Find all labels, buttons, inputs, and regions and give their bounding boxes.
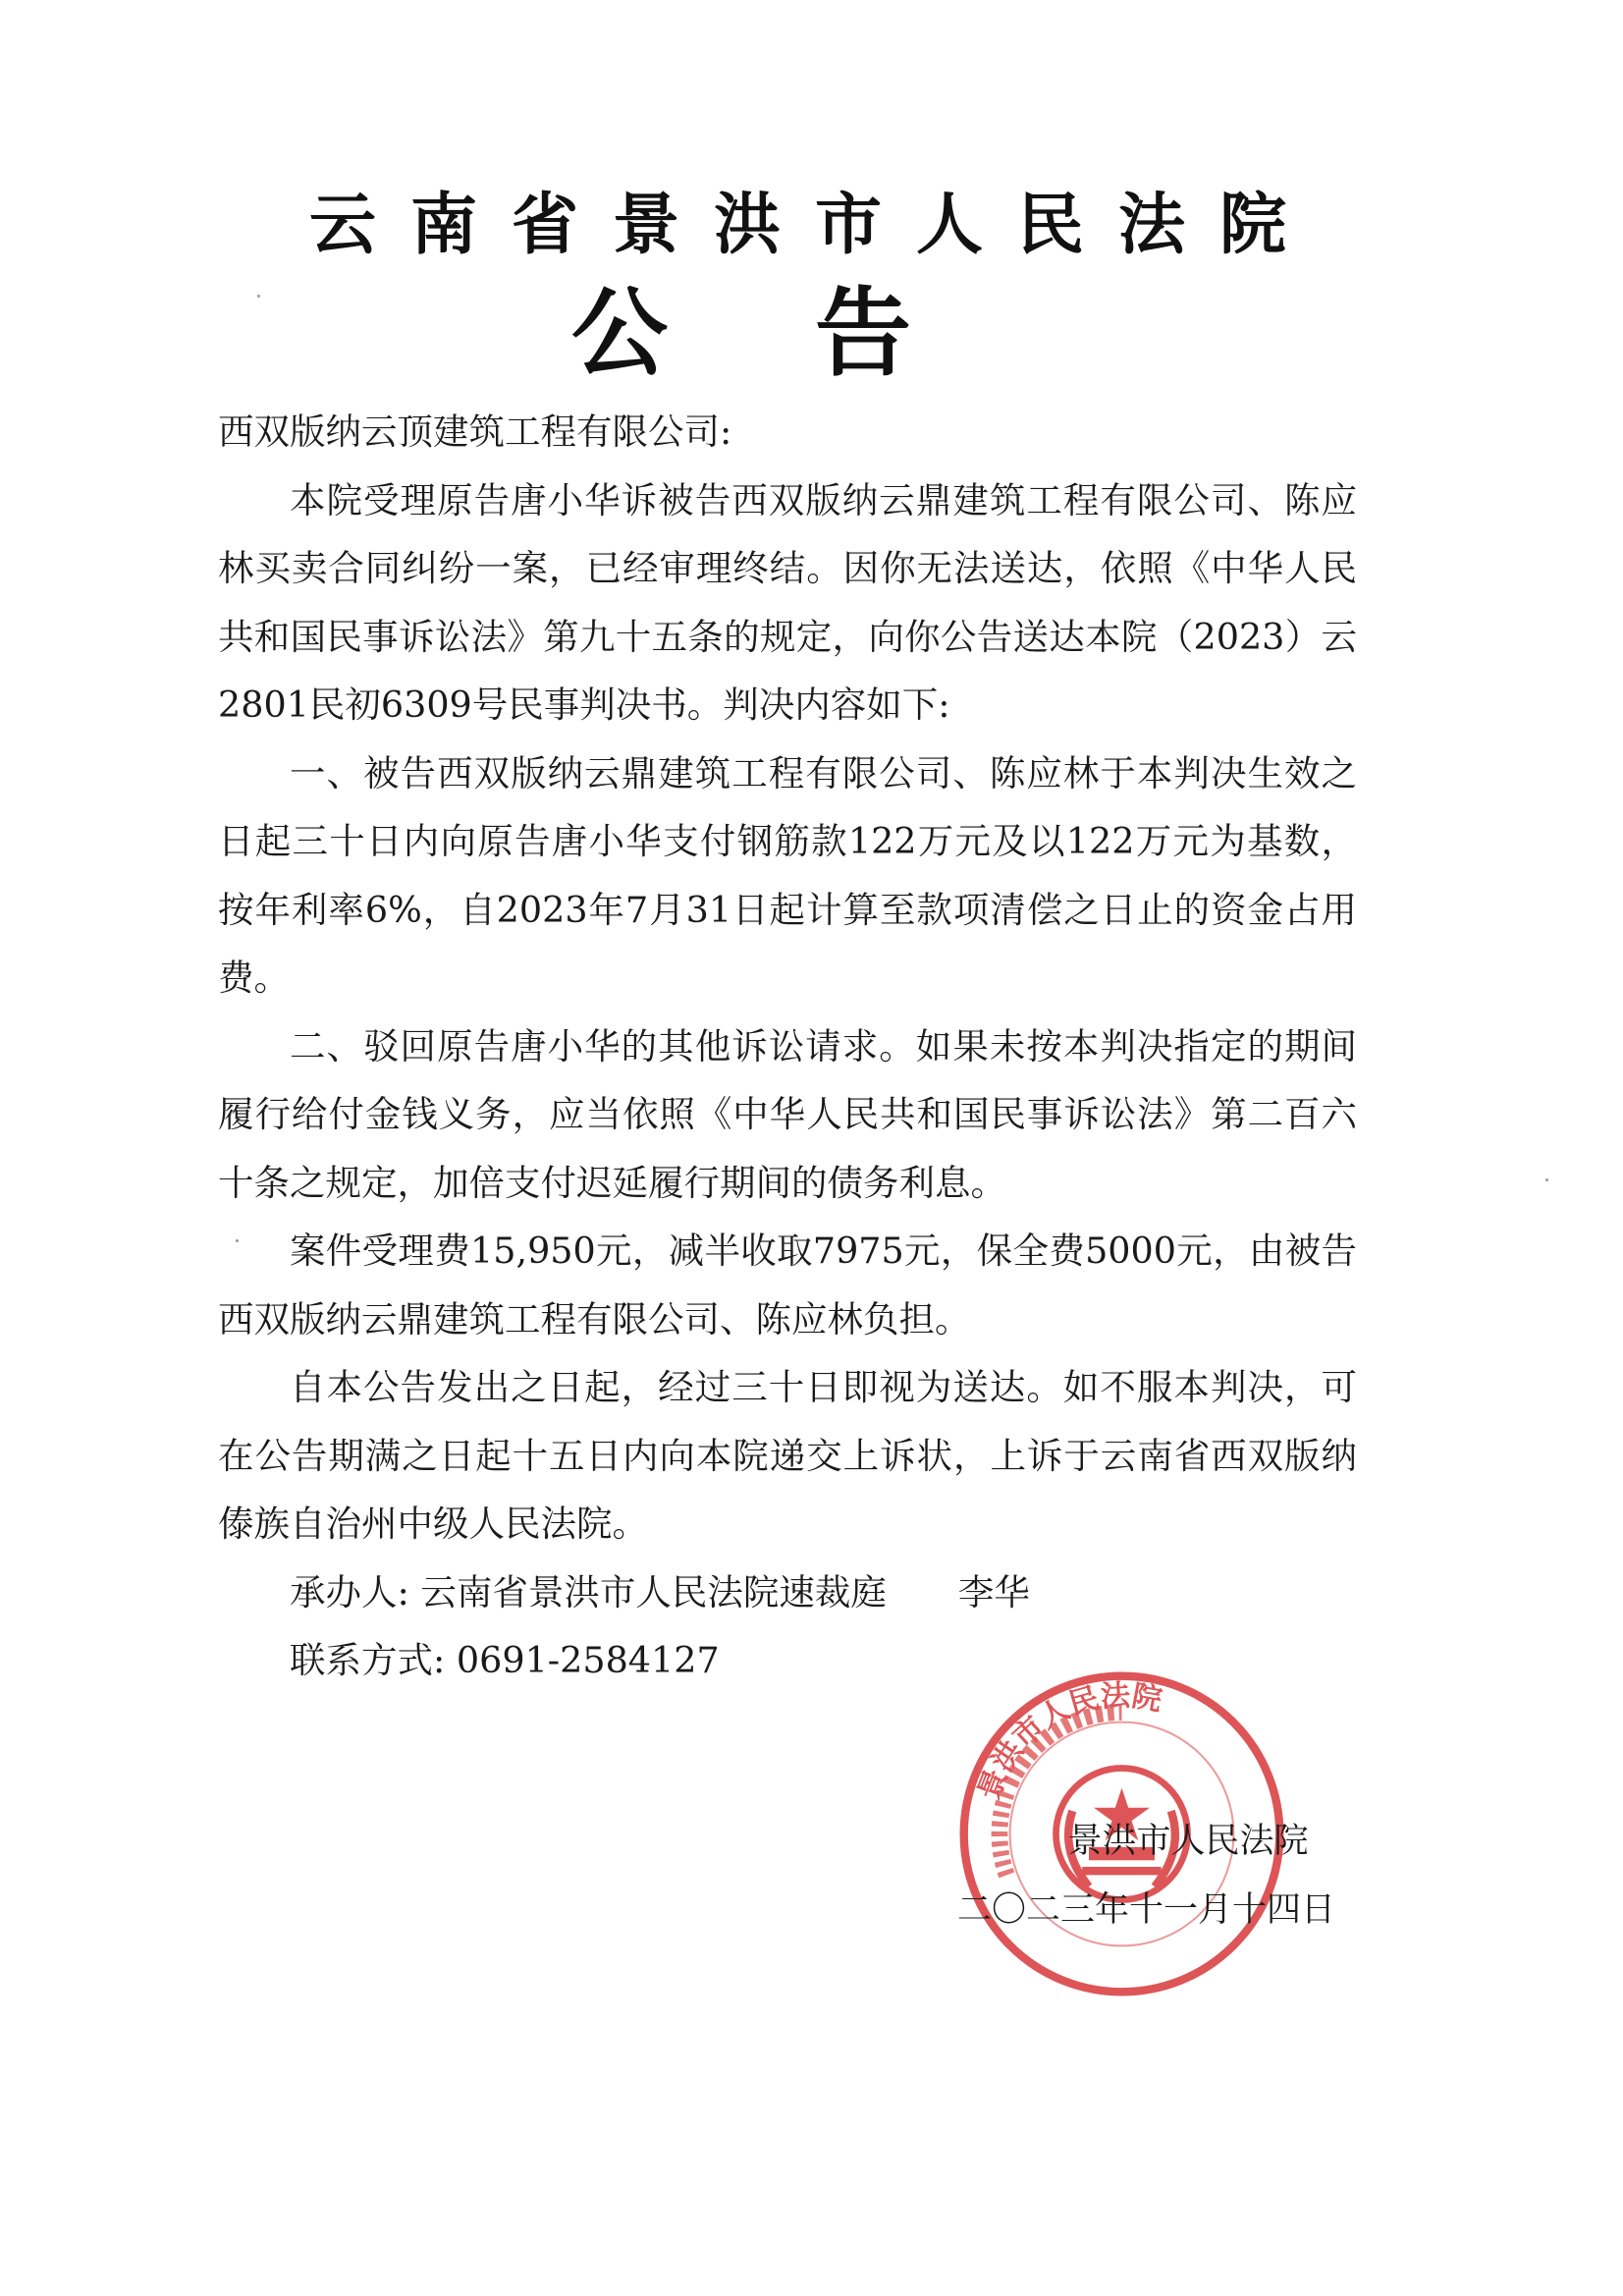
addressee: 西双版纳云顶建筑工程有限公司: bbox=[218, 410, 732, 453]
court-name-heading: 云南省景洪市人民法院 bbox=[308, 187, 1321, 264]
scan-speck bbox=[1545, 1178, 1548, 1181]
svg-text:景洪市人民法院 bbox=[972, 1678, 1164, 1804]
handler-line: 承办人: 云南省景洪市人民法院速裁庭 李华 bbox=[290, 1570, 1030, 1613]
scan-speck bbox=[236, 1239, 239, 1242]
paragraph-appeal: 自本公告发出之日起，经过三十日即视为送达。如不服本判决，可在公告期满之日起十五日内向本院递交上诉状，上诉于云南省西双版纳傣族自治州中级人民法院。 bbox=[218, 1366, 1357, 1545]
seal-arc-text: 景洪市人民法院 bbox=[971, 1678, 1165, 1805]
paragraph-judgment-1: 一、被告西双版纳云鼎建筑工程有限公司、陈应林于本判决生效之日起三十日内向原告唐小华支付钢筋款122万元及以122万元为基数，按年利率6%，自2023年7月31日起计算至款项清偿之日止的资金占用费。 bbox=[218, 751, 1357, 999]
signature-block bbox=[956, 1807, 1375, 1930]
contact-line: 联系方式: 0691-2584127 bbox=[290, 1639, 720, 1681]
paragraph-intro: 本院受理原告唐小华诉被告西双版纳云鼎建筑工程有限公司、陈应林买卖合同纠纷一案，已经审理终结。因你无法送达，依照《中华人民共和国民事诉讼法》第九十五条的规定，向你公告送达本院（2023）云2801民初6309号民事判决书。判决内容如下: bbox=[218, 478, 1357, 726]
paragraph-judgment-2: 二、驳回原告唐小华的其他诉讼请求。如果未按本判决指定的期间履行给付金钱义务，应当依照《中华人民共和国民事诉讼法》第二百六十条之规定，加倍支付迟延履行期间的债务利息。 bbox=[218, 1024, 1357, 1204]
scan-speck bbox=[257, 295, 260, 298]
notice-body bbox=[218, 398, 1357, 1695]
notice-title: 公告 bbox=[570, 278, 1058, 390]
signature-date: 二〇二三年十一月十四日 bbox=[956, 1890, 1335, 1930]
signature-court: 景洪市人民法院 bbox=[1067, 1822, 1309, 1861]
paragraph-fees: 案件受理费15,950元，减半收取7975元，保全费5000元，由被告西双版纳云鼎建筑工程有限公司、陈应林负担。 bbox=[218, 1230, 1357, 1340]
